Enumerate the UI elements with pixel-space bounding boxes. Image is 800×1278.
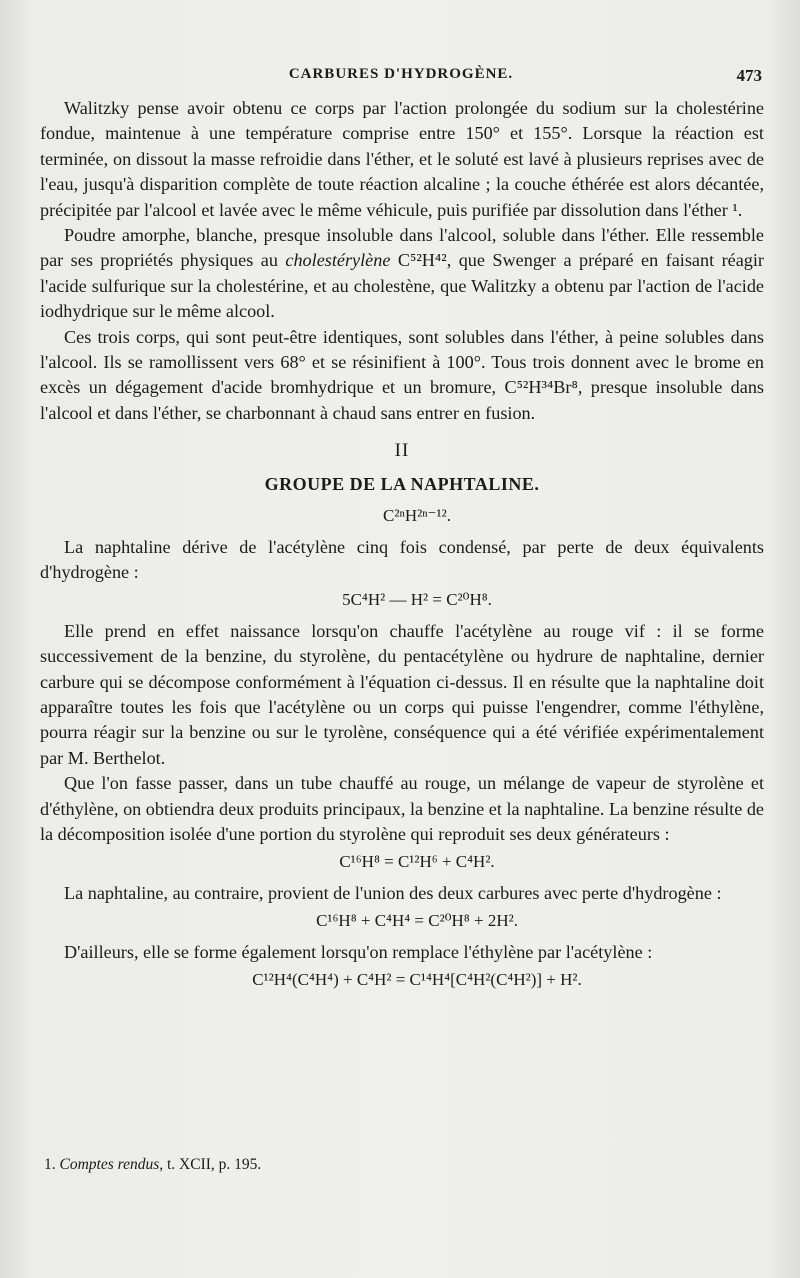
running-head: CARBURES D'HYDROGÈNE. — [288, 66, 514, 82]
formula-3: C¹⁶H⁸ + C⁴H⁴ = C²⁰H⁸ + 2H². — [316, 911, 518, 931]
footnote — [44, 1156, 261, 1174]
paragraph-1: Walitzky pense avoir obtenu ce corps par l'action prolongée du sodium sur la cholestérine fondue, maintenue à une température comprise entre 150° et 155°. Lorsque la réaction est terminée, on dissout la masse refroidie dans l'éther, et le soluté est lavé à plusieurs reprises avec de l'eau, jusqu'à disparition complète de toute réaction alcaline ; la couche éthérée est alors décantée, précipitée par l'alcool et lavée avec le même véhicule, puis purifiée par dissolution dans l'éther ¹. — [40, 98, 764, 220]
formula-4: C¹²H⁴(C⁴H⁴) + C⁴H² = C¹⁴H⁴[C⁴H²(C⁴H²)] + H². — [252, 970, 582, 989]
footnote-ref: , t. XCII, p. 195. — [159, 1156, 262, 1173]
paragraph-2-end: C⁵²H⁴², que Swenger a préparé en faisant réagir l'acide sulfurique sur la cholestérine, et au cholestène, que Walitzky a obtenu par l'action de l'acide iodhydrique sur le même alcool. — [40, 250, 764, 322]
footnote-number: 1. — [44, 1156, 56, 1173]
term-cholesterylene: cholestérylène — [285, 250, 391, 271]
section-title: GROUPE DE LA NAPHTALINE. — [264, 473, 540, 494]
paragraph-3: Ces trois corps, qui sont peut-être identiques, sont solubles dans l'éther, à peine solubles dans l'alcool. Ils se ramollissent vers 68° et se résinifient à 100°. Tous trois donnent avec le brome en excès un dégagement d'acide bromhydrique et un bromure, C⁵²H³⁴Br⁸, presque insoluble dans l'alcool et dans l'éther, se charbonnant à chaud sans entrer en fusion. — [40, 326, 764, 423]
formula-2: C¹⁶H⁸ = C¹²H⁶ + C⁴H². — [339, 852, 495, 872]
footnote-source: Comptes rendus — [59, 1156, 160, 1173]
paragraph-4: La naphtaline dérive de l'acétylène cinq fois condensé, par perte de deux équivalents d'hydrogène : — [40, 536, 764, 582]
general-formula: C²ⁿH²ⁿ⁻¹². — [383, 506, 451, 526]
paragraph-6: Que l'on fasse passer, dans un tube chauffé au rouge, un mélange de vapeur de styrolène et d'éthylène, on obtiendra deux produits principaux, la benzine et la naphtaline. La benzine résulte de la décomposition isolée d'une portion du styrolène qui reproduit ses deux générateurs : — [40, 773, 764, 844]
section-number: II — [394, 440, 410, 462]
page-number: 473 — [736, 66, 762, 85]
paragraph-2-start: Poudre amorphe, blanche, presque insoluble dans l'alcool, soluble dans l'éther. Elle ressemble par ses propriétés physiques au — [40, 225, 764, 271]
paragraph-2 — [40, 223, 764, 325]
paragraph-7: La naphtaline, au contraire, provient de l'union des deux carbures avec perte d'hydrogène : — [64, 882, 722, 903]
paragraph-8: D'ailleurs, elle se forme également lorsqu'on remplace l'éthylène par l'acétylène : — [64, 941, 653, 962]
formula-1: 5C⁴H² — H² = C²⁰H⁸. — [342, 590, 492, 610]
page-header — [40, 66, 762, 90]
paragraph-5: Elle prend en effet naissance lorsqu'on chauffe l'acétylène au rouge vif : il se forme successivement de la benzine, du styrolène, du pentacétylène ou hydrure de naphtaline, dernier carbure qui se décompose conformément à l'équation ci-dessus. Il en résulte que la naphtaline doit apparaître toutes les fois que l'acétylène ou un corps qui puisse l'engendrer, comme l'éthylène, pourra réagir sur la benzine ou sur le tyrolène, conséquence qui a été vérifiée expérimentalement par M. Berthelot. — [40, 620, 764, 768]
page-body — [40, 96, 764, 998]
